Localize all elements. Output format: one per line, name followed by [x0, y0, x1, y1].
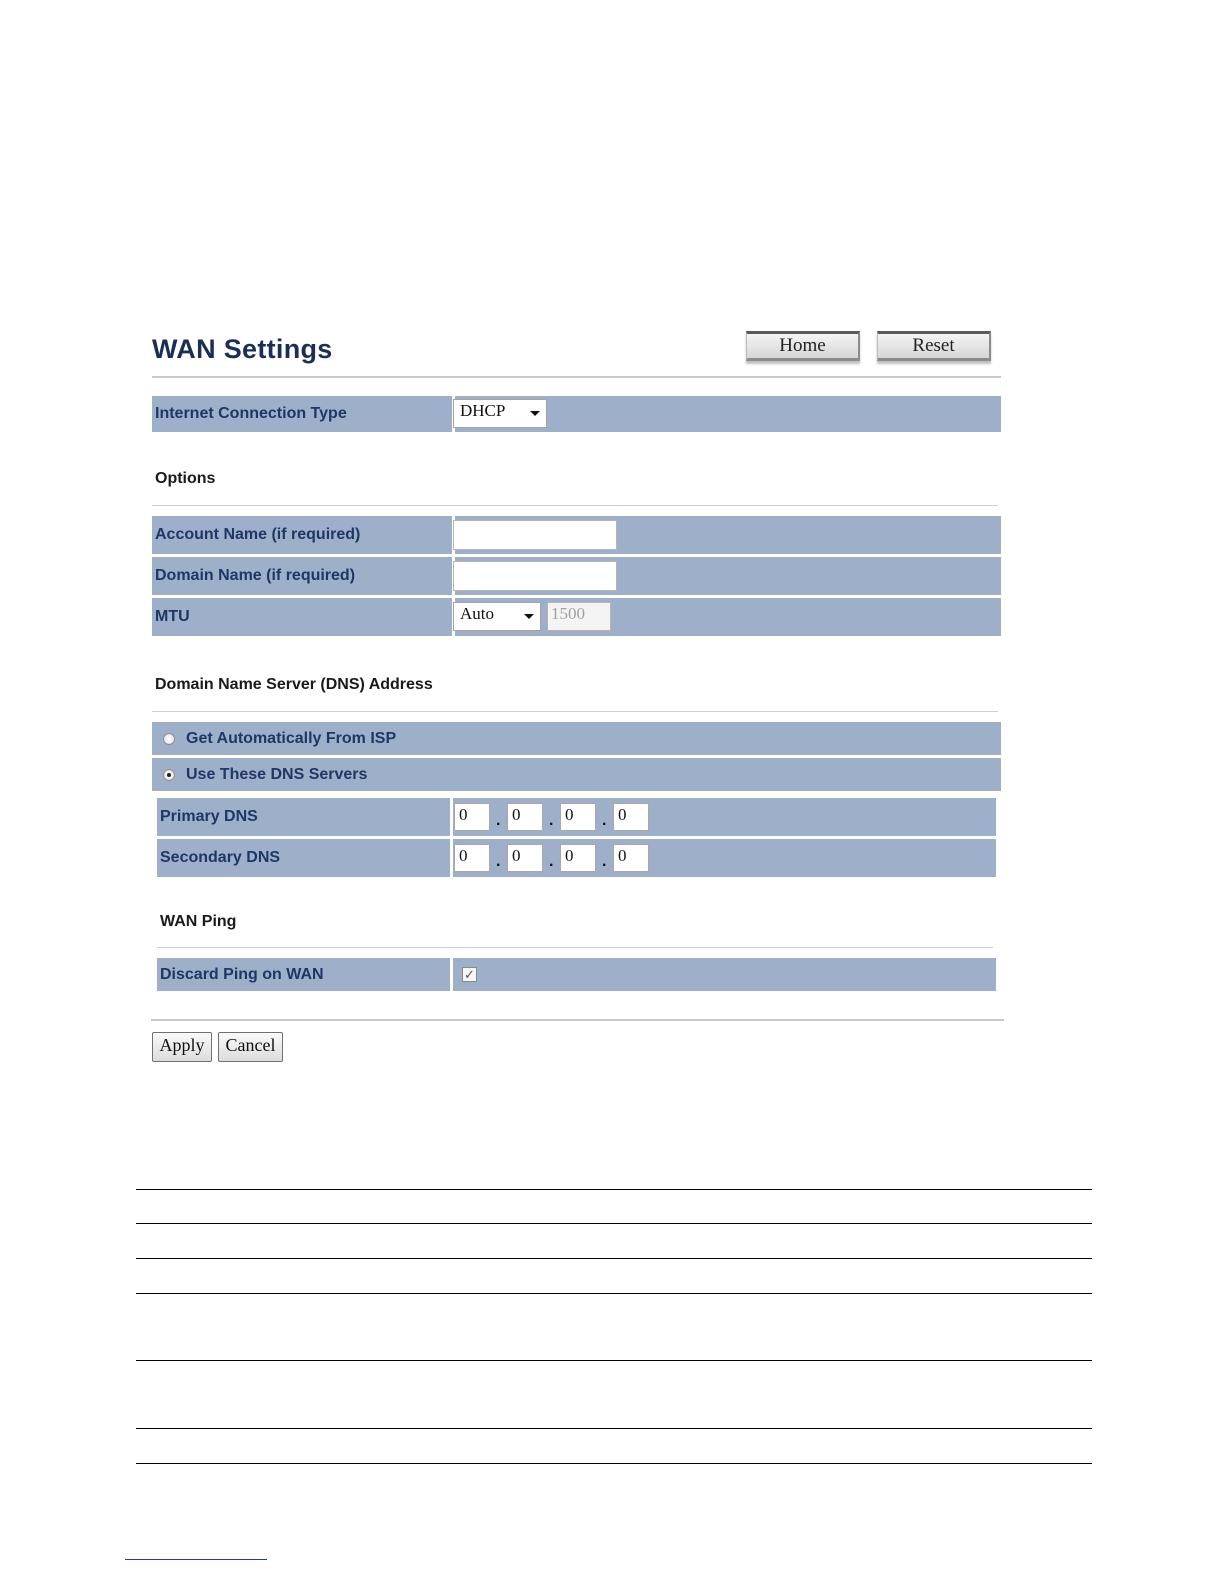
chevron-down-icon [524, 614, 534, 619]
ip-dot: . [496, 853, 501, 870]
domain-name-label: Domain Name (if required) [152, 557, 455, 595]
wan-ping-heading: WAN Ping [160, 913, 237, 930]
dns-heading: Domain Name Server (DNS) Address [155, 676, 433, 693]
footer-divider [151, 1019, 1004, 1021]
chevron-down-icon [530, 411, 540, 416]
ip-dot: . [549, 853, 554, 870]
dns-manual-label: Use These DNS Servers [186, 766, 368, 783]
ip-dot: . [549, 812, 554, 829]
ip-dot: . [602, 853, 607, 870]
secondary-dns-row [157, 839, 996, 877]
table-rule [136, 1293, 1092, 1294]
primary-dns-octet-4[interactable]: 0 [613, 803, 649, 831]
mtu-value-input: 1500 [547, 602, 611, 631]
discard-ping-label: Discard Ping on WAN [157, 958, 453, 991]
secondary-dns-octet-2[interactable]: 0 [507, 844, 543, 872]
options-heading: Options [155, 470, 216, 487]
domain-name-row [152, 557, 1001, 595]
secondary-dns-label: Secondary DNS [157, 839, 453, 877]
ip-dot: . [496, 812, 501, 829]
dns-manual-row[interactable] [152, 758, 1001, 791]
table-rule [136, 1258, 1092, 1259]
table-rule [136, 1463, 1092, 1464]
connection-type-select[interactable] [453, 399, 547, 428]
primary-dns-label: Primary DNS [157, 798, 453, 836]
connection-type-label: Internet Connection Type [152, 396, 455, 432]
apply-button[interactable]: Apply [152, 1032, 212, 1062]
dns-auto-label: Get Automatically From ISP [186, 730, 397, 747]
secondary-dns-octet-4[interactable]: 0 [613, 844, 649, 872]
primary-dns-octet-2[interactable]: 0 [507, 803, 543, 831]
connection-type-row [152, 396, 1001, 432]
table-rule [136, 1428, 1092, 1429]
options-divider [152, 505, 998, 506]
reset-button[interactable]: Reset [877, 331, 991, 361]
primary-dns-octet-3[interactable]: 0 [560, 803, 596, 831]
discard-ping-row [157, 958, 996, 991]
mtu-mode-value: Auto [460, 604, 494, 623]
dns-auto-radio[interactable] [163, 733, 175, 745]
cancel-button[interactable]: Cancel [218, 1032, 283, 1062]
primary-dns-octet-1[interactable]: 0 [454, 803, 490, 831]
dns-manual-radio[interactable] [163, 769, 175, 781]
dns-auto-row[interactable] [152, 722, 1001, 755]
header-divider [152, 376, 1001, 378]
account-name-label: Account Name (if required) [152, 516, 455, 554]
domain-name-input[interactable] [453, 561, 617, 591]
table-rule [136, 1223, 1092, 1224]
mtu-label: MTU [152, 598, 455, 636]
wan-ping-divider [157, 947, 993, 948]
page-title: WAN Settings [152, 334, 333, 364]
connection-type-value: DHCP [460, 401, 506, 420]
home-button[interactable]: Home [746, 331, 860, 361]
primary-dns-row [157, 798, 996, 836]
dns-divider [152, 711, 998, 712]
footnote-rule [125, 1559, 267, 1560]
mtu-mode-select[interactable] [453, 602, 541, 631]
table-rule [136, 1189, 1092, 1190]
secondary-dns-octet-3[interactable]: 0 [560, 844, 596, 872]
checkmark-icon: ✓ [464, 967, 475, 982]
secondary-dns-octet-1[interactable]: 0 [454, 844, 490, 872]
table-rule [136, 1360, 1092, 1361]
ip-dot: . [602, 812, 607, 829]
discard-ping-checkbox[interactable] [462, 967, 477, 982]
account-name-row [152, 516, 1001, 554]
mtu-row [152, 598, 1001, 636]
account-name-input[interactable] [453, 520, 617, 550]
